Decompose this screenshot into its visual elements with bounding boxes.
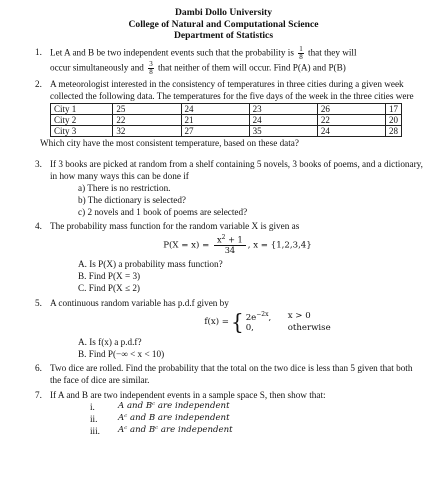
- college-name: College of Natural and Computational Science: [128, 18, 319, 30]
- table-cell: 32: [113, 126, 181, 137]
- question-number: 2.: [35, 79, 42, 90]
- question-1: [35, 45, 425, 77]
- list-item: i. A and Bᶜ are independent: [90, 400, 230, 412]
- question-number: 1.: [35, 47, 42, 58]
- list-item: C. Find P(X ≤ 2): [78, 283, 140, 294]
- question-text: Two dice are rolled. Find the probability that the total on the two dice is less than 5 given that both the face of dice are similar.: [50, 363, 413, 386]
- question-7: [35, 389, 425, 438]
- department-name: Department of Statistics: [173, 30, 274, 42]
- list-item: a) There is no restriction.: [78, 182, 171, 193]
- table-cell: 17: [386, 104, 402, 115]
- list-item: ii. Aᶜ and B are independent: [90, 412, 230, 424]
- question-5: [35, 297, 425, 361]
- table-cell: 24: [317, 126, 385, 137]
- document-header: [22, 7, 425, 42]
- question-number: 5.: [35, 297, 42, 308]
- sub-questions: [78, 336, 425, 360]
- table-cell: 28: [386, 126, 402, 137]
- list-item: b) The dictionary is selected?: [78, 194, 187, 205]
- brace-symbol: {: [230, 309, 244, 335]
- question-2: [35, 78, 425, 149]
- table-cell: 23: [249, 104, 317, 115]
- table-cell: City 3: [51, 126, 113, 137]
- sub-questions: [78, 258, 425, 294]
- question-3: [35, 158, 425, 219]
- question-text: that they will: [308, 47, 357, 58]
- question-text: A continuous random variable has p.d.f given by: [50, 297, 229, 308]
- table-cell: City 2: [51, 115, 113, 126]
- question-text: that neither of them will occur. Find P(A) and P(B): [158, 62, 346, 73]
- question-4: [35, 220, 425, 294]
- table-cell: 26: [317, 104, 385, 115]
- table-row: [51, 126, 402, 137]
- table-cell: 24: [181, 104, 249, 115]
- table-cell: 21: [181, 115, 249, 126]
- temperature-table: [50, 103, 402, 137]
- list-item: A. Is P(X) a probability mass function?: [78, 259, 223, 270]
- table-cell: City 1: [51, 104, 113, 115]
- piecewise-cases: $2e^{-2x}$, x > 0 0, otherwise: [245, 310, 331, 334]
- fraction-one-eighth: $\frac{1}{8}$: [299, 45, 303, 62]
- list-item: A. Is f(x) a p.d.f?: [78, 337, 142, 348]
- question-number: 6.: [35, 363, 42, 374]
- list-item: iii. Aᶜ and Bᶜ are independent: [90, 425, 233, 437]
- table-cell: 35: [249, 126, 317, 137]
- pdf-formula: f(x) = { $2e^{-2x}$, x > 0 0, otherwise: [204, 309, 331, 335]
- table-cell: 22: [317, 115, 385, 126]
- question-text: If A and B are two independent events in a sample space S, then show that:: [50, 389, 326, 400]
- table-cell: 22: [113, 115, 181, 126]
- table-row: [51, 104, 402, 115]
- proof-items: [90, 401, 425, 437]
- question-text: The probability mass function for the random variable X is given as: [50, 221, 300, 232]
- table-cell: 24: [249, 115, 317, 126]
- table-cell: 20: [386, 115, 402, 126]
- list-item: B. Find P(X = 3): [78, 271, 141, 282]
- question-number: 3.: [35, 158, 42, 169]
- question-number: 7.: [35, 389, 42, 400]
- question-text: occur simultaneously and: [50, 62, 144, 73]
- list-item: B. Find P(−∞ < x < 10): [78, 349, 165, 360]
- university-name: Dambi Dollo University: [174, 7, 272, 18]
- question-6: [35, 362, 425, 386]
- table-row: [51, 115, 402, 126]
- question-number: 4.: [35, 221, 42, 232]
- pmf-formula: P(X = x) = $\frac{x^2 + 1}{34}$ , x = {1,2,3,4}: [163, 234, 312, 256]
- fraction-three-eighths: $\frac{3}{8}$: [149, 60, 153, 77]
- question-text: If 3 books are picked at random from a shelf containing 5 novels, 3 books of poems, and a dictionary, in how many ways this can be done if: [50, 158, 423, 181]
- table-cell: 27: [181, 126, 249, 137]
- question-text: Let A and B be two independent events such that the probability is: [50, 47, 294, 58]
- list-item: c) 2 novels and 1 book of poems are selected?: [78, 207, 248, 218]
- question-text: Which city have the most consistent temperature, based on these data?: [40, 138, 299, 149]
- table-cell: 25: [113, 104, 181, 115]
- pmf-fraction: $\frac{x^2 + 1}{34}$: [214, 235, 246, 255]
- question-text: A meteorologist interested in the consistency of temperatures in three cities during a given week collected the following data. The temperatures for the five days of the week in the three cities were: [50, 79, 414, 102]
- sub-questions: [78, 182, 425, 218]
